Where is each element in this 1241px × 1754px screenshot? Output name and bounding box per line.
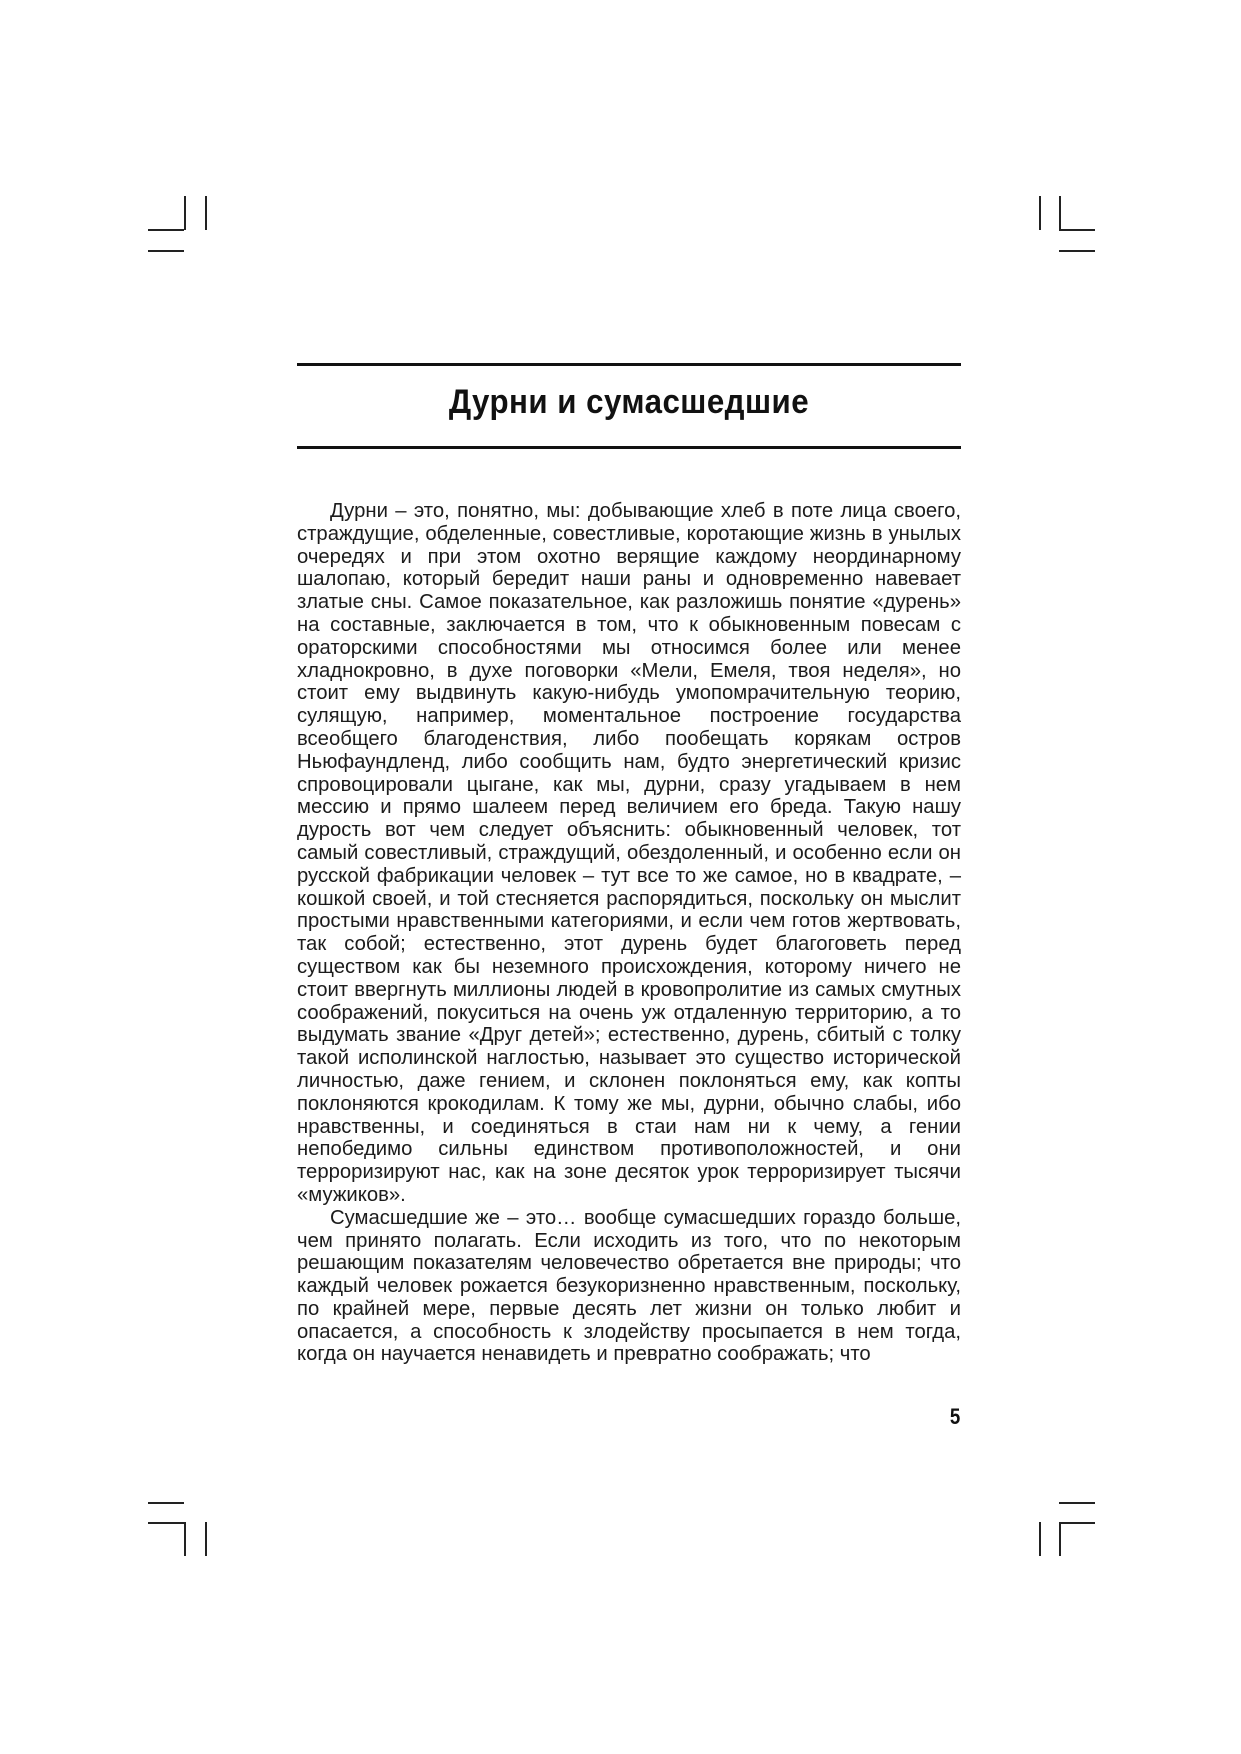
crop-mark — [148, 250, 184, 252]
crop-mark — [1059, 250, 1095, 252]
crop-mark — [205, 1522, 207, 1556]
chapter-title: Дурни и сумасшедшие — [448, 383, 810, 421]
crop-mark — [148, 1522, 184, 1524]
crop-mark — [1059, 229, 1095, 231]
crop-mark — [148, 1502, 184, 1504]
crop-mark — [1039, 196, 1041, 230]
paragraph: Сумасшедшие же – это… вообще сумасшедших гораздо больше, чем принято полагать. Если исходить из того, что по некоторым решающим показателям человечество обретается вне природы; что каждый человек рожается безукоризненно нравственным, поскольку, по крайней мере, первые десять лет жизни он только любит и опасается, а способность к злодейству просыпается в нем тогда, когда он научается ненавидеть и превратно соображать; что — [297, 1206, 961, 1366]
crop-mark — [148, 229, 184, 231]
body-text — [297, 500, 961, 1366]
title-rule-bottom — [297, 446, 961, 449]
crop-mark — [1059, 196, 1061, 230]
crop-mark — [205, 196, 207, 230]
crop-mark — [1039, 1522, 1041, 1556]
crop-mark — [184, 196, 186, 230]
title-rule-top — [297, 363, 961, 366]
crop-mark — [1059, 1502, 1095, 1504]
paragraph: Дурни – это, понятно, мы: добывающие хлеб в поте лица своего, страждущие, обделенные, совестливые, коротающие жизнь в унылых очередях и при этом охотно верящие каждому неординарному шалопаю, который бередит наши раны и одновременно навевает златые сны. Самое показательное, как разложишь понятие «дурень» на составные, заключается в том, что к обыкновенным повесам с ораторскими способностями мы относимся более или менее хладнокровно, в духе поговорки «Мели, Емеля, твоя неделя», но стоит ему выдвинуть какую-нибудь умопомрачительную теорию, сулящую, например, моментальное построение государства всеобщего благоденствия, либо пообещать корякам остров Ньюфаундленд, либо сообщить нам, будто энергетический кризис спровоцировали цыгане, как мы, дурни, сразу угадываем в нем мессию и прямо шалеем перед величием его бреда. Такую нашу дурость вот чем следует объяснить: обыкновенный человек, тот самый совестливый, страждущий, обездоленный, и особенно если он русской фабрикации человек – тут все то же самое, но в квадрате, – кошкой своей, и той стесняется распорядиться, поскольку он мыслит простыми нравственными категориями, и если чем готов жертвовать, так собой; естественно, этот дурень будет благоговеть перед существом как бы неземного происхождения, которому ничего не стоит ввергнуть миллионы людей в кровопролитие из самых смутных соображений, покуситься на очень уж отдаленную территорию, а то выдумать звание «Друг детей»; естественно, дурень, сбитый с толку такой исполинской наглостью, называет это существо исторической личностью, даже гением, и склонен поклоняться ему, как копты поклоняются крокодилам. К тому же мы, дурни, обычно слабы, ибо нравственны, и соединяться в стаи нам ни к чему, а гении непобедимо сильны единством противоположностей, и они терроризируют нас, как на зоне десяток урок терроризирует тысячи «мужиков». — [297, 500, 961, 1206]
crop-mark — [184, 1522, 186, 1556]
crop-mark — [1059, 1522, 1095, 1524]
page-number: 5 — [949, 1404, 961, 1429]
crop-mark — [1059, 1522, 1061, 1556]
